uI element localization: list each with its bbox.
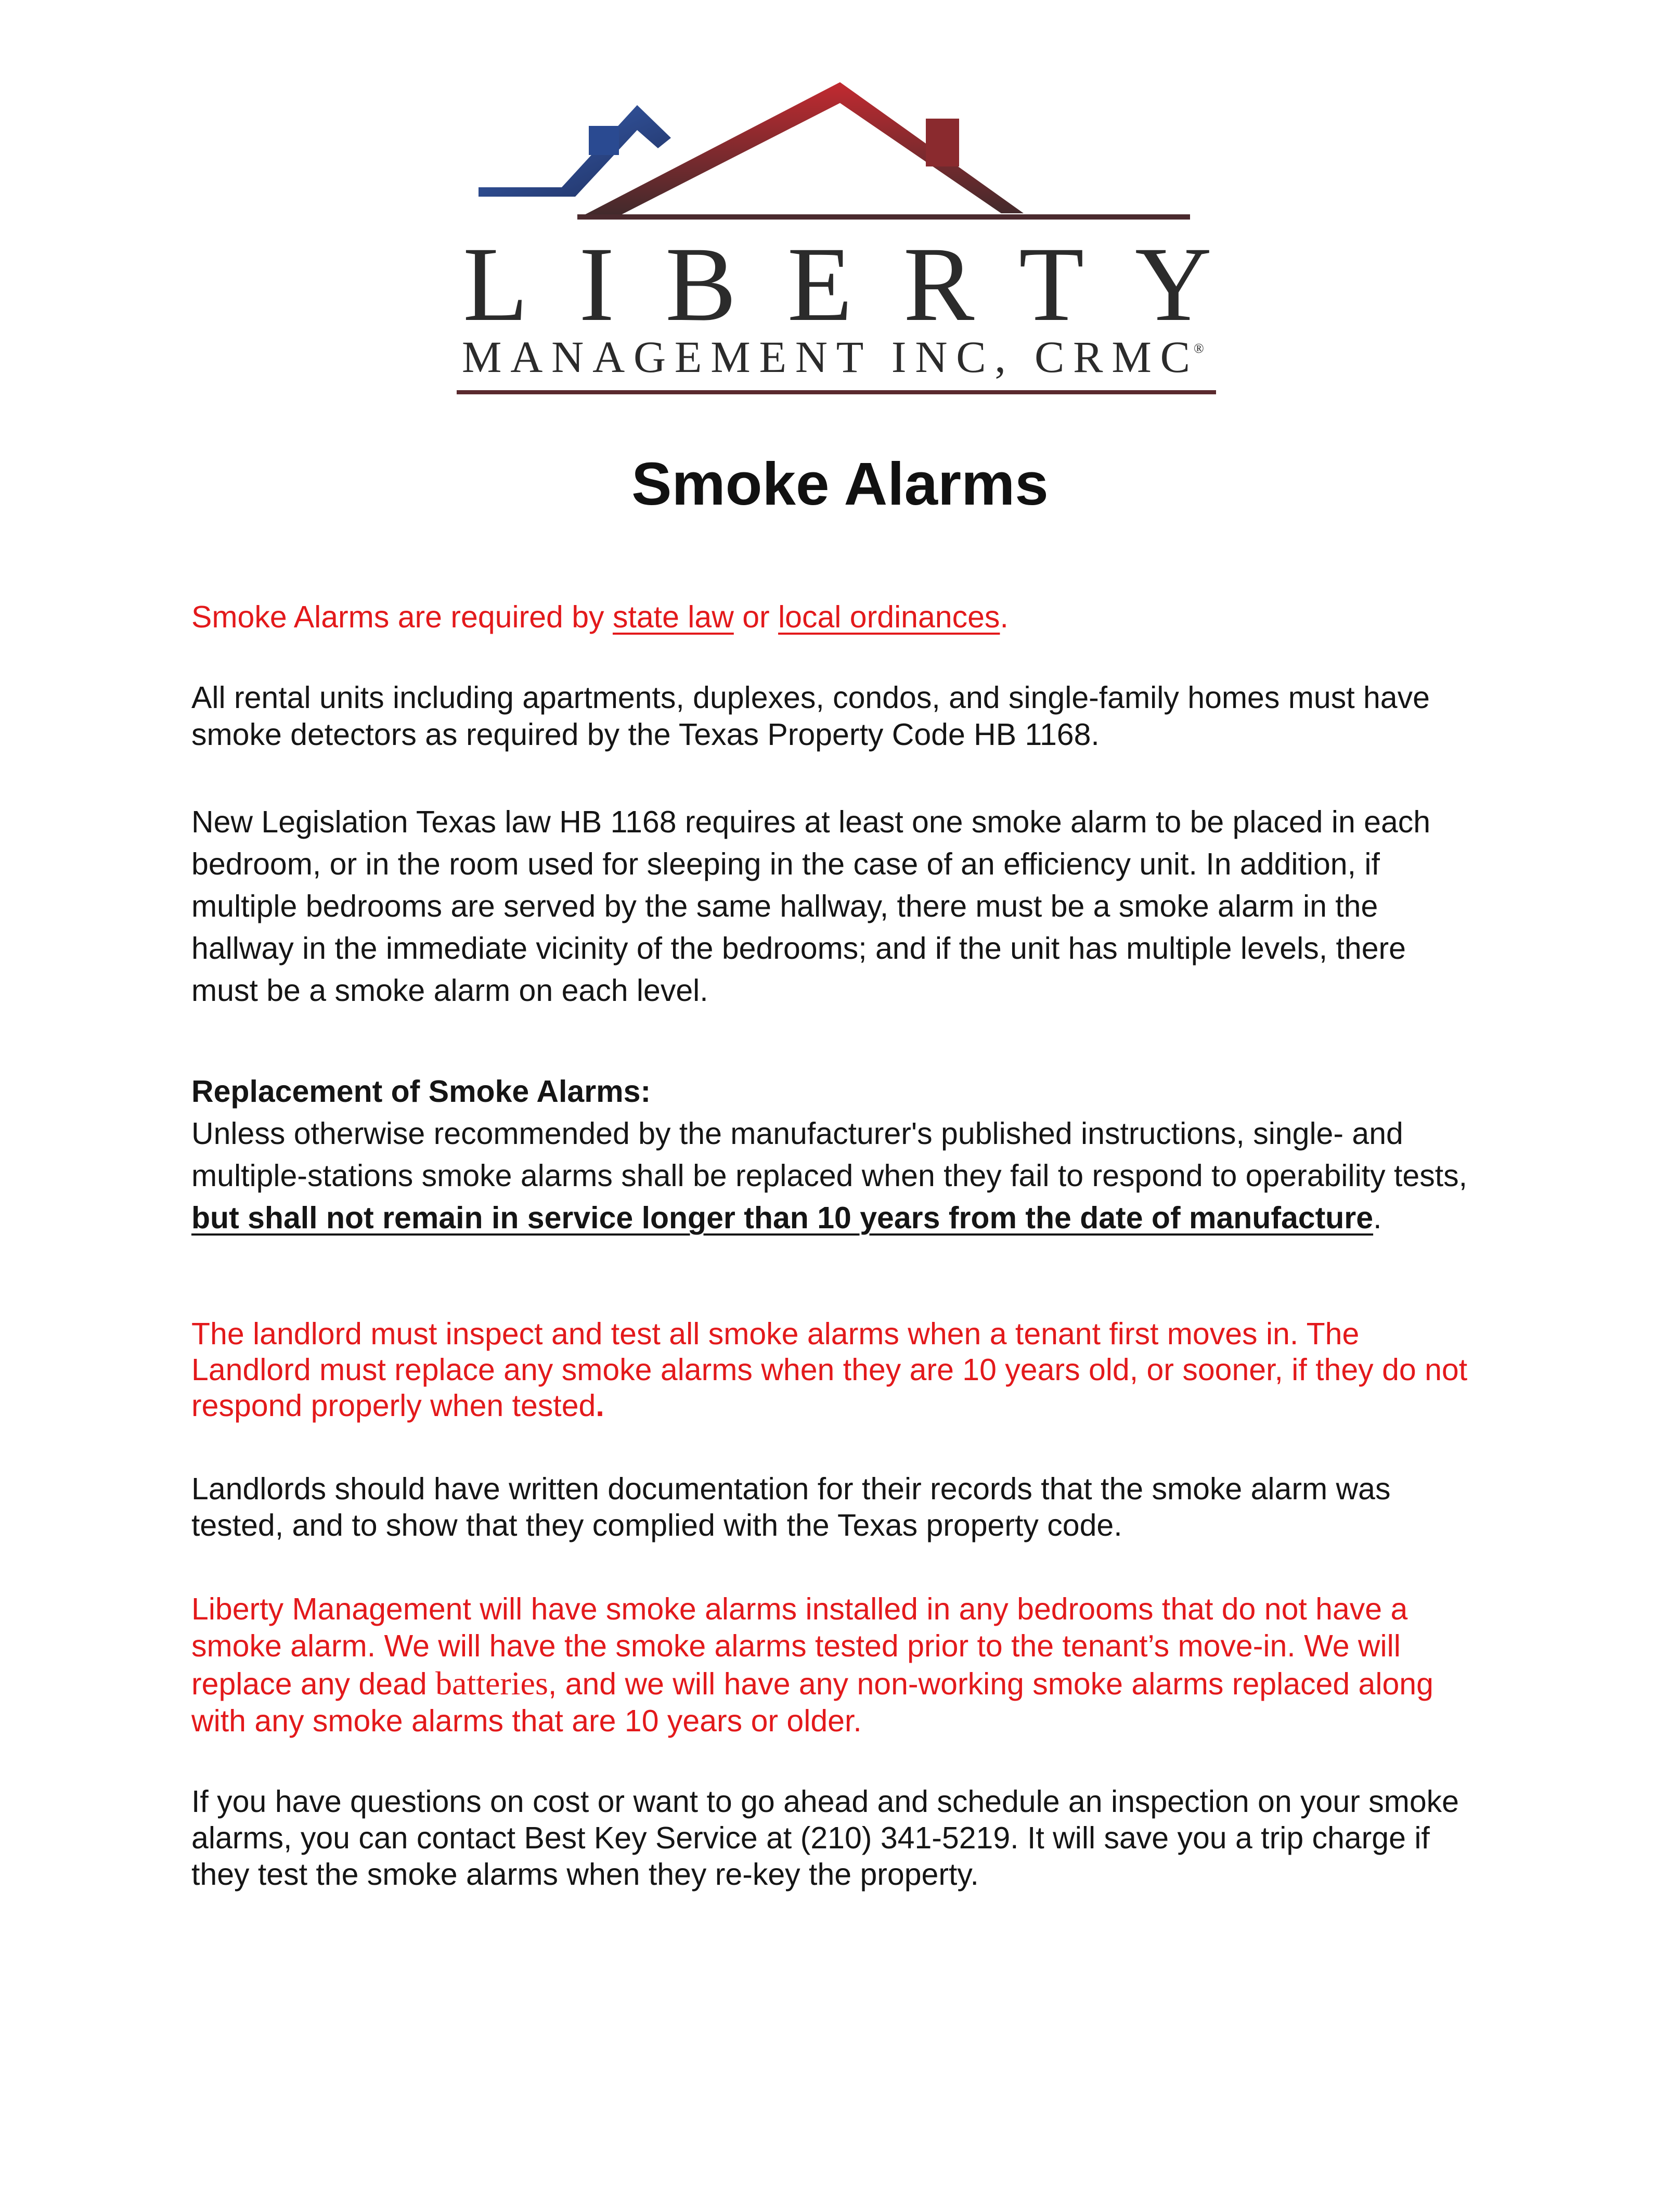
landlord-line-3-end: . — [596, 1388, 604, 1423]
rental-line-1: All rental units including apartments, duplexes, condos, and single-family homes must have — [191, 680, 1430, 715]
replacement-line-1: Unless otherwise recommended by the manufacturer's published instructions, single- and — [191, 1116, 1403, 1151]
replacement-emphasis-end: . — [1373, 1201, 1382, 1235]
liberty-line-1: Liberty Management will have smoke alarms installed in any bedrooms that do not have a — [191, 1592, 1408, 1626]
legislation-paragraph — [191, 801, 1502, 1012]
landlord-paragraph — [191, 1316, 1502, 1424]
legislation-line-2: bedroom, or in the room used for sleeping in the case of an efficiency unit. In addition, if — [191, 847, 1380, 881]
replacement-line-2: multiple-stations smoke alarms shall be replaced when they fail to respond to operability tests, — [191, 1159, 1467, 1193]
legislation-line-3: multiple bedrooms are served by the same hallway, there must be a smoke alarm in the — [191, 889, 1378, 923]
blue-roof-icon — [479, 105, 671, 197]
logo-subline: MANAGEMENT INC, CRMC — [462, 332, 1190, 382]
legislation-line-4: hallway in the immediate vicinity of the bedrooms; and if the unit has multiple levels, there — [191, 931, 1406, 966]
replacement-heading: Replacement of Smoke Alarms: — [191, 1074, 651, 1109]
liberty-line-2: smoke alarm. We will have the smoke alarms tested prior to the tenant’s move-in. We will — [191, 1629, 1401, 1663]
replacement-emphasis: but shall not remain in service longer than 10 years from the date of manufacture — [191, 1201, 1374, 1235]
liberty-line-3-word: batteries — [435, 1665, 548, 1702]
registered-mark: ® — [1194, 341, 1204, 356]
state-law-link[interactable]: state law — [612, 600, 734, 634]
legislation-line-5: must be a smoke alarm on each level. — [191, 973, 708, 1008]
landlord-line-1: The landlord must inspect and test all smoke alarms when a tenant first moves in. The — [191, 1317, 1360, 1351]
page-title: Smoke Alarms — [631, 450, 1049, 518]
landlord-line-2: Landlord must replace any smoke alarms when they are 10 years old, or sooner, if they do not — [191, 1353, 1468, 1387]
records-paragraph — [191, 1471, 1502, 1544]
landlord-line-3: respond properly when tested — [191, 1388, 596, 1423]
replacement-section — [191, 1071, 1502, 1239]
local-ordinances-link[interactable]: local ordinances — [778, 600, 1000, 634]
records-line-1: Landlords should have written documentation for their records that the smoke alarm was — [191, 1472, 1391, 1506]
intro-text-before: Smoke Alarms are required by — [191, 600, 613, 634]
records-line-2: tested, and to show that they complied with the Texas property code. — [191, 1508, 1122, 1542]
intro-text-end: . — [1000, 600, 1009, 634]
intro-text-mid: or — [733, 600, 779, 634]
legislation-line-1: New Legislation Texas law HB 1168 requires at least one smoke alarm to be placed in each — [191, 805, 1431, 839]
contact-line-1: If you have questions on cost or want to go ahead and schedule an inspection on your smoke — [191, 1784, 1459, 1819]
logo-bottom-rule — [457, 390, 1216, 394]
intro-paragraph — [191, 598, 1502, 636]
rental-units-paragraph — [191, 679, 1502, 753]
red-roof-icon — [577, 82, 1190, 220]
contact-line-2: alarms, you can contact Best Key Service at (210) 341-5219. It will save you a trip charge if — [191, 1821, 1430, 1855]
liberty-paragraph — [191, 1591, 1502, 1740]
liberty-line-3-after: , and we will have any non-working smoke alarms replaced along — [548, 1667, 1433, 1701]
liberty-logo — [453, 78, 1222, 401]
contact-line-3: they test the smoke alarms when they re-key the property. — [191, 1857, 979, 1892]
liberty-line-3-before: replace any dead — [191, 1667, 436, 1701]
liberty-line-4: with any smoke alarms that are 10 years or older. — [191, 1704, 862, 1738]
logo-wordmark: LIBERTY — [463, 225, 1212, 343]
contact-paragraph — [191, 1783, 1502, 1893]
rental-line-2: smoke detectors as required by the Texas Property Code HB 1168. — [191, 717, 1100, 752]
